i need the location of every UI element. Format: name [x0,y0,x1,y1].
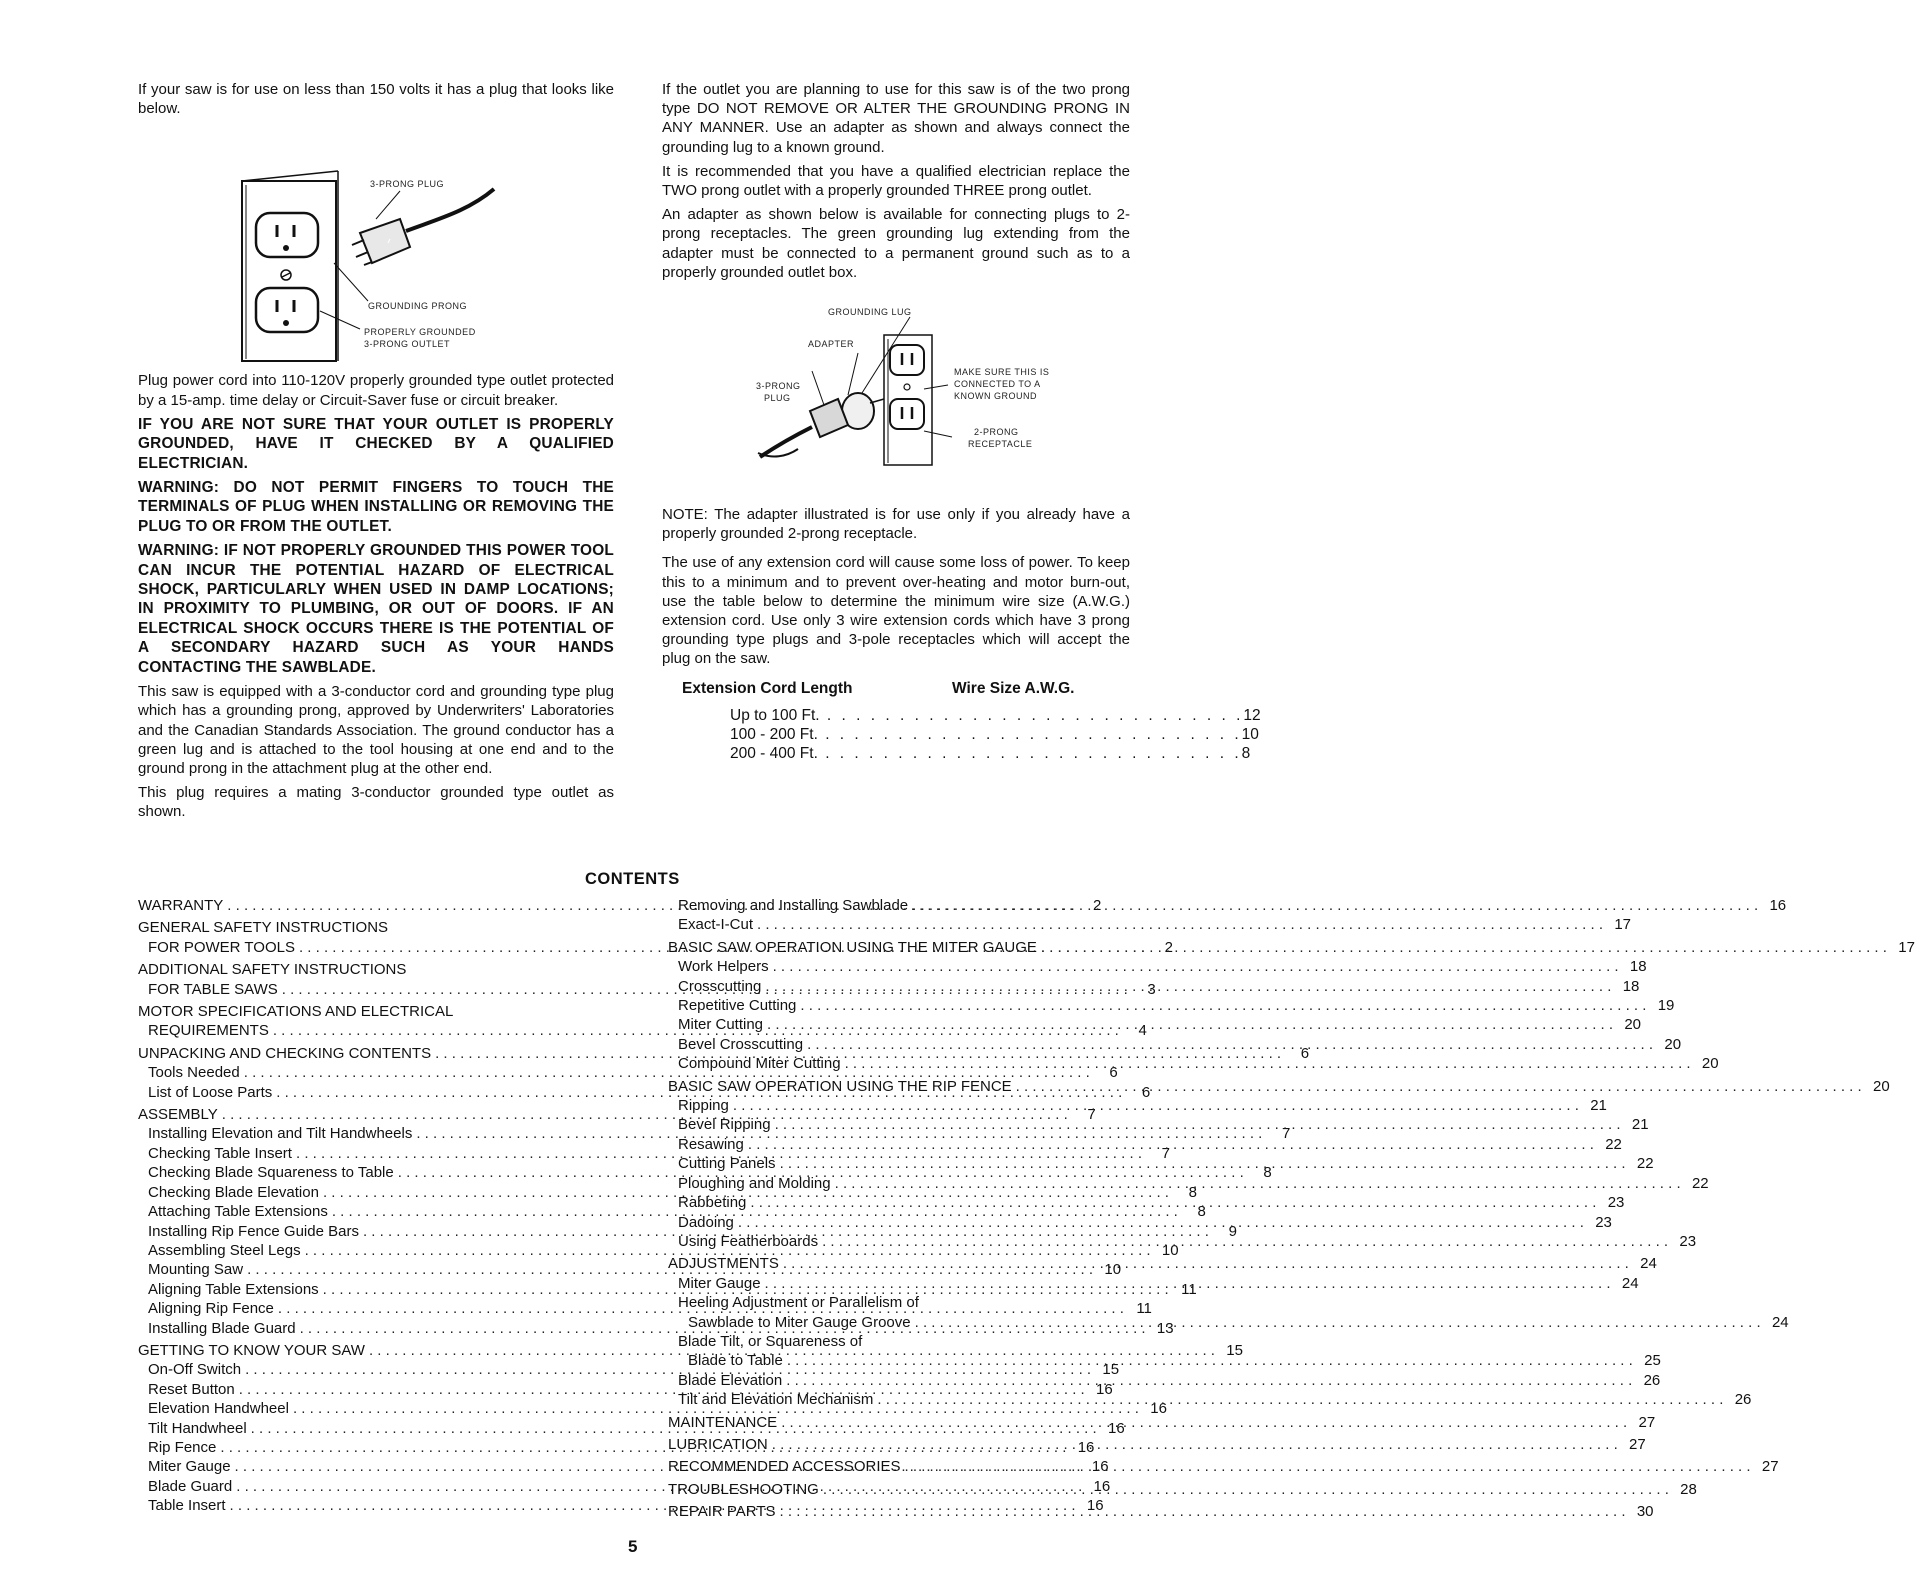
contents-entry-title: Sawblade to Miter Gauge Groove [688,1313,911,1331]
contents-entry-page: 7 [1087,1106,1096,1124]
contents-entry [668,1254,1657,1273]
contents-entry [668,1077,1890,1096]
contents-entry-page: 27 [1761,1458,1779,1476]
contents-entry-title: ADDITIONAL SAFETY INSTRUCTIONS [138,961,407,979]
contents-entry-page: 16 [1077,1438,1095,1456]
note-paragraph: NOTE: The adapter illustrated is for use only if you already have a properly grounded 2-prong receptacle. [662,506,1130,543]
three-prong-label-line1: 3-PRONG [756,381,801,392]
contents-entry-title: UNPACKING AND CHECKING CONTENTS [138,1044,432,1062]
contents-entry-title: Checking Blade Squareness to Table [148,1164,394,1182]
contents-entry-title: Checking Blade Elevation [148,1183,319,1201]
contents-entry-page: 8 [1263,1164,1272,1182]
contents-entry-page: 16 [1107,1419,1125,1437]
contents-entry-title: BASIC SAW OPERATION USING THE MITER GAUGE [668,938,1037,956]
contents-entry-page: 27 [1629,1435,1646,1453]
recommend-paragraph: It is recommended that you have a qualified electrician replace the TWO prong outlet with a properly grounded THREE prong outlet. [662,162,1130,200]
leader-dots: . . . . . . . . . . . . . . . . . . . . . . . . . . . . . [817,744,1242,762]
leader-dots [772,1435,1618,1454]
leader-dots [773,957,1619,976]
contents-entry-title: Tilt and Elevation Mechanism [678,1391,874,1409]
contents-entry-page: 15 [1226,1341,1243,1359]
contents-entry-page: 22 [1605,1135,1622,1153]
contents-entry-title: On-Off Switch [148,1361,242,1379]
contents-entry-title: MOTOR SPECIFICATIONS AND ELECTRICAL [138,1003,454,1021]
contents-entry [668,1015,1642,1034]
page-number: 5 [628,1537,638,1556]
contents-entry [668,1480,1697,1499]
contents-entry [138,960,612,979]
contents-entry-title: ASSEMBLY [138,1106,218,1124]
contents-entry-title: WARRANTY [138,897,224,914]
contents-entry [668,896,1787,915]
contents-entry-page: 20 [1872,1077,1890,1095]
contents-entry [138,1002,612,1021]
contents-entry-page: 16 [1091,1458,1109,1476]
leader-dots [780,1154,1626,1173]
outlet-label-line1: PROPERLY GROUNDED [364,327,476,338]
contents-entry-title: Miter Gauge [148,1458,231,1476]
plug-power-paragraph: Plug power cord into 110-120V properly grounded type outlet protected by a 15-amp. time delay or Circuit-Saver fuse or circuit breaker. [138,372,614,409]
contents-entry-title: BASIC SAW OPERATION USING THE RIP FENCE [668,1077,1012,1095]
contents-entry-title: Mounting Saw [148,1261,244,1279]
contents-entry-title: Attaching Table Extensions [148,1203,328,1221]
table-row [662,725,1259,744]
leader-dots [800,996,1646,1015]
contents-entry-title: MAINTENANCE [668,1413,778,1431]
mating-paragraph: This plug requires a mating 3-conductor grounded type outlet as shown. [138,784,614,821]
contents-entry [668,1193,1625,1212]
contents-entry-title: RECOMMENDED ACCESSORIES [668,1458,901,1476]
contents-entry-page: 18 [1622,977,1640,995]
contents-entry [668,915,1632,934]
contents-entry-title: REQUIREMENTS [148,1022,269,1040]
contents-entry-page: 2 [1164,938,1173,956]
contents-entry-page: 25 [1644,1352,1661,1370]
right-column [662,80,1261,763]
leader-dots [912,896,1758,915]
contents-entry [668,1332,1122,1351]
leader-dots [767,1015,1613,1034]
contents-entry-page: 21 [1590,1097,1607,1115]
grounding-lug-label: GROUNDING LUG [828,307,912,318]
extension-table-header [662,679,1130,698]
awg-cell: 8 [1241,744,1251,762]
contents-entry-title: Blade to Table [688,1352,783,1370]
contents-entry [668,1135,1622,1154]
contents-entry-page: 28 [1680,1480,1697,1498]
leader-dots [738,1213,1584,1232]
contents-entry-title: REPAIR PARTS [668,1503,776,1521]
extension-paragraph: The use of any extension cord will cause some loss of power. To keep this to a minimum and to prevent over-heating and motor burn-out, use the table below to determine the minimum wire size (A.W.G.) extension cord. Use only 3 wire extension cords which have 3 prong grounding type plugs and 3-pole receptacles which will accept the plug on the saw. [662,554,1130,668]
contents-entry [138,918,612,937]
leader-dots [1041,938,1887,957]
contents-entry-page: 22 [1691,1174,1709,1192]
make-sure-label-1: MAKE SURE THIS IS [954,367,1050,378]
make-sure-label-3: KNOWN GROUND [954,391,1037,402]
contents-entry [668,977,1640,996]
awg-cell: 12 [1243,706,1261,724]
contents-entry-title: Elevation Handwheel [148,1400,289,1418]
contents-entry-page: 8 [1197,1203,1206,1221]
contents-entry-title: Tilt Handwheel [148,1419,247,1437]
contents-entry-title: Aligning Table Extensions [148,1280,319,1298]
contents-entry-page: 24 [1621,1274,1639,1292]
contents-entry-title: LUBRICATION [668,1435,768,1453]
leader-dots [765,1274,1611,1293]
contents-entry-title: Blade Tilt, or Squareness of [678,1332,863,1350]
leader-dots: . . . . . . . . . . . . . . . . . . . . . . . . . . . . . [819,706,1244,724]
leader-dots [787,1351,1633,1370]
leader-dots [781,1413,1627,1432]
equipped-paragraph: This saw is equipped with a 3-conductor cord and grounding type plug which has a grounding prong, approved by Underwriters' Laboratories and the Canadian Standards Association. The ground conductor has a green lug and is attached to the tool housing at one end and to the ground prong in the attachment plug at the other end. [138,683,614,777]
contents-entry-title: Cutting Panels [678,1155,776,1173]
contents-entry-title: List of Loose Parts [148,1083,273,1101]
contents-entry [668,1035,1682,1054]
contents-entry-title: Ploughing and Molding [678,1174,831,1192]
leader-dots [915,1313,1761,1332]
contents-entry-page: 20 [1664,1035,1682,1053]
leader-dots [765,977,1611,996]
contents-entry-page: 21 [1631,1116,1649,1134]
contents-entry [668,1115,1649,1134]
leader-dots [835,1174,1681,1193]
contents-entry-page: 20 [1701,1055,1719,1073]
contents-entry [668,1154,1654,1173]
contents-entry-title: Aligning Rip Fence [148,1300,274,1318]
contents-entry-title: GETTING TO KNOW YOUR SAW [138,1341,365,1359]
awg-column-header: Wire Size A.W.G. [952,679,1075,697]
contents-entry-page: 2 [1092,897,1102,914]
contents-entry-page: 22 [1636,1155,1654,1173]
contents-entry [668,957,1647,976]
length-column-header: Extension Cord Length [682,679,853,697]
contents-entry-page: 7 [1161,1144,1170,1162]
contents-entry-title: Checking Table Insert [148,1144,292,1162]
leader-dots [780,1502,1626,1521]
shock-warning: WARNING: IF NOT PROPERLY GROUNDED THIS POWER TOOL CAN INCUR THE POTENTIAL HAZARD OF ELECTRICAL SHOCK, PARTICULARLY WHEN USED IN DAMP LOCATIONS; IN PROXIMITY TO PLUMBING, OR OUT OF DOORS. IF AN ELECTRICAL SHOCK OCCURS THERE IS THE POTENTIAL OF A SECONDARY HAZARD SUCH AS YOUR HANDS CONTACTING THE SAWBLADE. [138,542,614,676]
contents-entry [668,1413,1656,1432]
contents-entry-page: 30 [1636,1503,1654,1521]
contents-entry-title: Blade Elevation [678,1371,783,1389]
contents-entry-page: 20 [1624,1016,1642,1034]
contents-entry-page: 11 [1136,1300,1152,1318]
contents-entry [668,996,1675,1015]
contents-entry-title: Reset Button [148,1380,235,1398]
contents-entry-page: 17 [1614,916,1632,934]
contents-entry-title: ADJUSTMENTS [668,1255,779,1273]
leader-dots [786,1371,1632,1390]
contents-entry-title: Ripping [678,1097,729,1115]
contents-entry-page: 16 [1769,897,1787,914]
contents-entry-title: Table Insert [148,1497,226,1515]
adapter-illustration [662,287,1130,505]
contents-entry-page: 23 [1679,1232,1697,1250]
adapter-figure [662,287,1130,505]
contents-entry-title: Exact-I-Cut [678,916,754,934]
adapter-paragraph: An adapter as shown below is available for connecting plugs to 2-prong receptacles. The green grounding lug extending from the adapter must be connected to a permanent ground such as to a properly grounded outlet box. [662,206,1130,281]
contents-entry-title: Installing Rip Fence Guide Bars [148,1222,359,1240]
contents-entry-title: Bevel Ripping [678,1116,771,1134]
contents-entry-page: 6 [1300,1044,1310,1062]
contents-entry-page: 16 [1093,1477,1111,1495]
leader-dots [783,1254,1629,1273]
contents-entry [668,1293,1122,1312]
grounded-warning: IF YOU ARE NOT SURE THAT YOUR OUTLET IS PROPERLY GROUNDED, HAVE IT CHECKED BY A QUALIFIED ELECTRICIAN. [138,415,614,472]
leader-dots [757,915,1603,934]
contents-entry-page: 7 [1281,1125,1291,1143]
contents-entry-page: 27 [1638,1413,1656,1431]
contents-entry-page: 18 [1629,958,1647,976]
contents-entry-page: 19 [1657,997,1675,1015]
contents-entry-page: 9 [1228,1222,1237,1240]
contents-entry-page: 26 [1734,1391,1752,1409]
contents-entry-page: 3 [1147,980,1156,998]
contents-entry-title: Rip Fence [148,1438,217,1456]
contents-entry-title: Blade Guard [148,1477,233,1495]
leader-dots [845,1054,1691,1073]
contents-entry-page: 26 [1643,1371,1661,1389]
leader-dots [807,1035,1653,1054]
contents-entry-title: Tools Needed [148,1064,240,1082]
contents-entry-page: 17 [1898,938,1915,956]
make-sure-label-2: CONNECTED TO A [954,379,1041,390]
grounding-prong-label: GROUNDING PRONG [368,301,468,312]
left-column [138,80,614,827]
contents-heading: CONTENTS [585,870,680,888]
contents-entry-page: 8 [1188,1183,1197,1201]
contents-entry-title: Heeling Adjustment or Parallelism of [678,1294,919,1312]
contents-entry-page: 24 [1771,1313,1789,1331]
contents-entry-page: 23 [1595,1213,1612,1231]
contents-entry [668,938,1915,957]
contents-entry-page: 10 [1161,1241,1179,1259]
contents-entry-page: 6 [1141,1083,1151,1101]
leader-dots [750,1193,1596,1212]
fingers-warning: WARNING: DO NOT PERMIT FINGERS TO TOUCH THE TERMINALS OF PLUG WHEN INSTALLING OR REMOVING THE PLUG TO OR FROM THE OUTLET. [138,479,614,535]
contents-entry-page: 16 [1086,1497,1104,1515]
length-cell: 100 - 200 Ft. [730,725,818,743]
receptacle-label-1: 2-PRONG [974,427,1019,438]
receptacle-label-2: RECEPTACLE [968,439,1033,450]
contents-entry-page: 15 [1102,1361,1120,1379]
three-prong-outlet-figure [138,123,614,371]
leader-dots [905,1457,1751,1476]
contents-entry-page: 24 [1640,1255,1657,1273]
contents-entry-title: Installing Elevation and Tilt Handwheels [148,1125,413,1143]
contents-entry-page: 4 [1138,1022,1147,1040]
contents-entry-title: Compound Miter Cutting [678,1055,841,1073]
outlet-label-line2: 3-PRONG OUTLET [364,339,451,350]
contents-entry [668,1054,1719,1073]
length-cell: 200 - 400 Ft. [730,744,818,762]
contents-entry [668,1502,1654,1521]
contents-entry-page: 23 [1607,1194,1625,1212]
leader-dots [823,1480,1669,1499]
contents-entry-title: Rabbeting [678,1194,747,1212]
contents-entry [668,1096,1607,1115]
length-cell: Up to 100 Ft. [730,706,820,724]
contents-entry-title: Using Featherboards [678,1232,819,1250]
contents-entry-title: TROUBLESHOOTING [668,1480,819,1498]
leader-dots [877,1390,1723,1409]
leader-dots [1016,1077,1862,1096]
plug-label: 3-PRONG PLUG [370,179,445,190]
table-row [662,744,1251,763]
contents-entry-title: Assembling Steel Legs [148,1241,301,1259]
adapter-label: ADAPTER [808,339,855,350]
contents-entry-title: FOR POWER TOOLS [148,938,295,956]
table-row [662,706,1261,725]
contents-entry-title: Installing Blade Guard [148,1319,296,1337]
contents-entry [668,1351,1661,1370]
contents-entry-page: 16 [1096,1380,1113,1398]
contents-entry-title: Dadoing [678,1213,734,1231]
contents-entry-title: Crosscutting [678,977,762,995]
contents-entry-title: Resawing [678,1135,744,1153]
contents-entry [668,1174,1709,1193]
leader-dots [733,1096,1579,1115]
leader-dots [748,1135,1594,1154]
leader-dots [775,1115,1621,1134]
contents-entry [668,1457,1779,1476]
contents-entry-title: Bevel Crosscutting [678,1035,804,1053]
leader-dots: . . . . . . . . . . . . . . . . . . . . . . . . . . . . . [817,725,1242,743]
contents-entry-page: 13 [1156,1319,1174,1337]
contents-entry [668,1435,1646,1454]
contents-entry-page: 6 [1109,1064,1118,1082]
extension-cord-table [662,679,1261,763]
contents-entry-page: 11 [1181,1280,1197,1298]
two-prong-paragraph: If the outlet you are planning to use for this saw is of the two prong type DO NOT REMOVE OR ALTER THE GROUNDING PRONG IN ANY MANNER. Use an adapter as shown and always connect the grounding lug to a known ground. [662,81,1130,156]
contents-entry-title: Repetitive Cutting [678,997,797,1015]
contents-entry-page: 16 [1150,1400,1167,1418]
contents-entry [668,1371,1661,1390]
leader-dots [822,1232,1668,1251]
contents-entry-title: Miter Gauge [678,1274,761,1292]
contents-entry [668,1213,1612,1232]
contents-entry-title: Miter Cutting [678,1016,764,1034]
awg-cell: 10 [1241,725,1259,743]
contents-entry-title: FOR TABLE SAWS [148,980,278,998]
contents-entry-title: Removing and Installing Sawblade [678,897,909,914]
intro-paragraph: If your saw is for use on less than 150 volts it has a plug that looks like below. [138,81,614,118]
contents-entry-title: GENERAL SAFETY INSTRUCTIONS [138,919,389,937]
three-prong-label-line2: PLUG [764,393,791,404]
contents-entry-page: 10 [1104,1261,1122,1279]
contents-entry-title: Work Helpers [678,958,769,976]
